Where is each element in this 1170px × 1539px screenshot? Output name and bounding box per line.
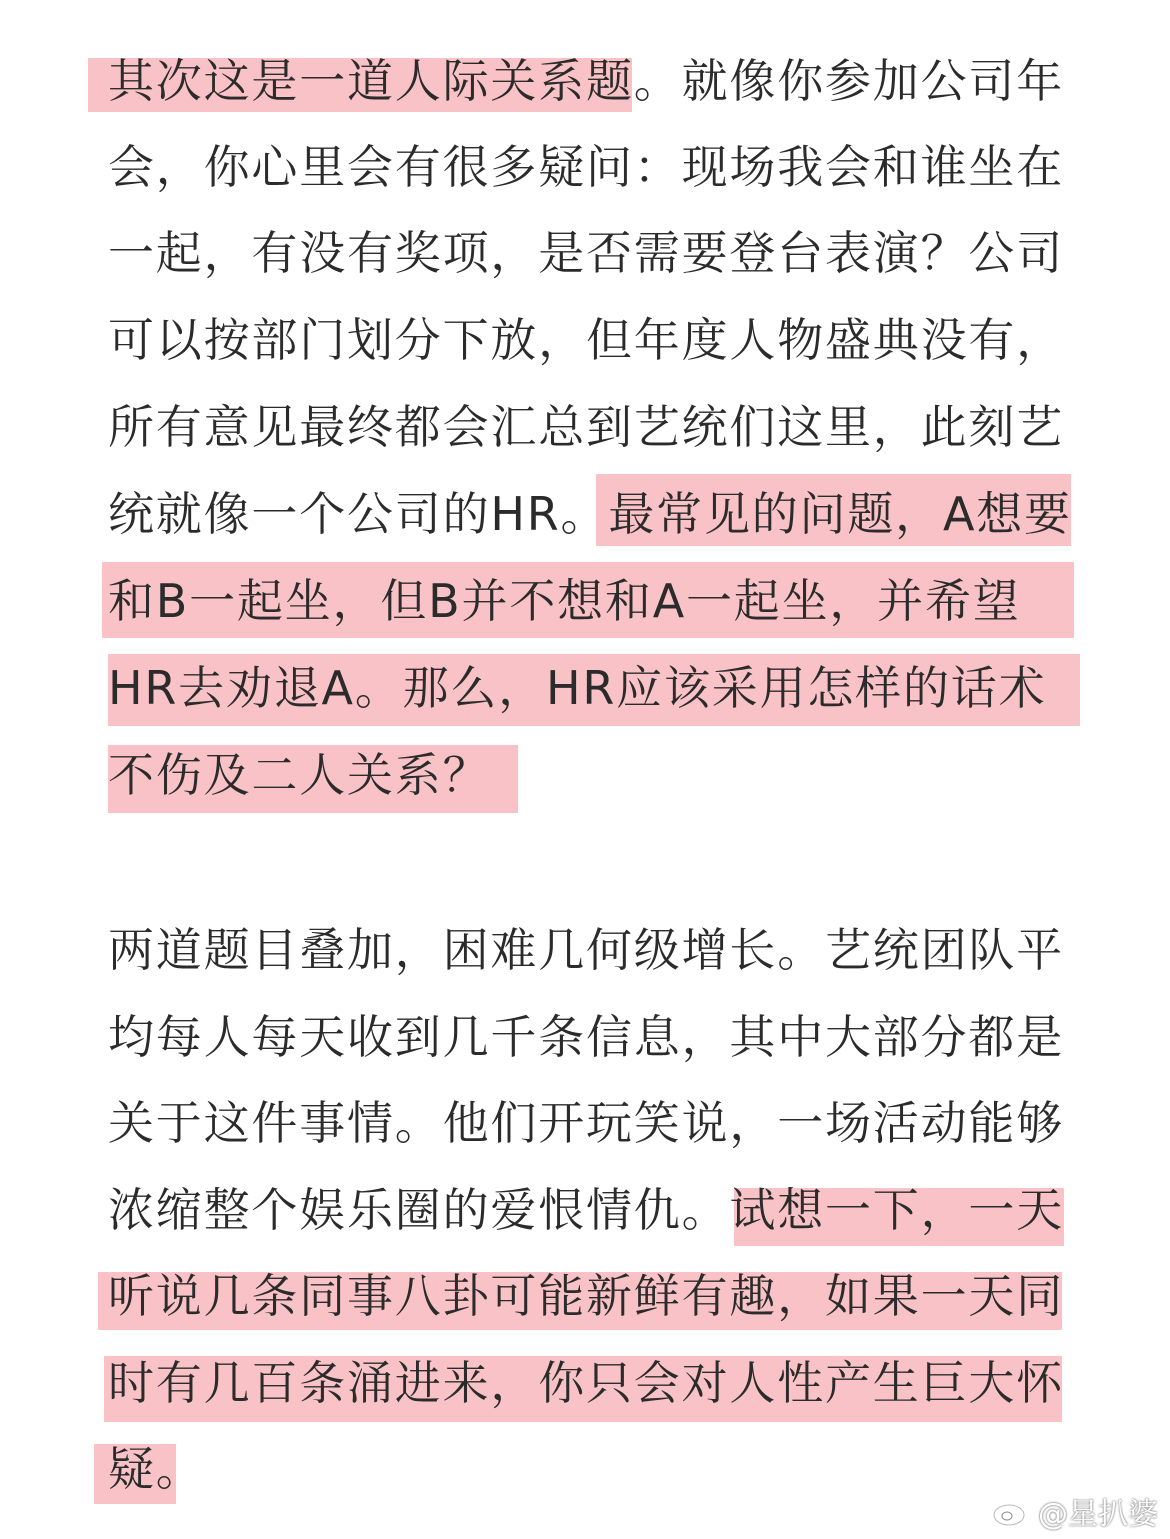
text-line: 两道题目叠加，困难几何级增长。艺统团队平 (108, 923, 1064, 977)
text-line: 不伤及二人关系？ (108, 748, 491, 802)
text-line: 关于这件事情。他们开玩笑说，一场活动能够 (108, 1096, 1064, 1150)
text-line: 其次这是一道人际关系题。就像你参加公司年 (108, 54, 1064, 108)
text-line: 疑。 (108, 1442, 204, 1496)
text-line: 会，你心里会有很多疑问：现场我会和谁坐在 (108, 140, 1064, 194)
watermark-text: @星扒婆 (1038, 1497, 1158, 1532)
text-line: 浓缩整个娱乐圈的爱恨情仇。试想一下，一天 (108, 1183, 1064, 1237)
text-line: 均每人每天收到几千条信息，其中大部分都是 (108, 1010, 1064, 1064)
text-line: 一起，有没有奖项，是否需要登台表演？公司 (108, 226, 1064, 280)
text-line: 可以按部门划分下放，但年度人物盛典没有， (108, 313, 1064, 367)
text-line: HR去劝退A。那么，HR应该采用怎样的话术 (108, 661, 1047, 715)
text-line: 统就像一个公司的HR。最常见的问题，A想要 (108, 487, 1072, 541)
text-line: 时有几百条涌进来，你只会对人性产生巨大怀 (108, 1356, 1064, 1410)
text-line: 所有意见最终都会汇总到艺统们这里，此刻艺 (108, 400, 1064, 454)
text-line: 听说几条同事八卦可能新鲜有趣，如果一天同 (108, 1269, 1064, 1323)
watermark (992, 1487, 1158, 1535)
weibo-logo-icon (992, 1494, 1032, 1528)
text-line: 和B一起坐，但B并不想和A一起坐，并希望 (108, 574, 1021, 628)
